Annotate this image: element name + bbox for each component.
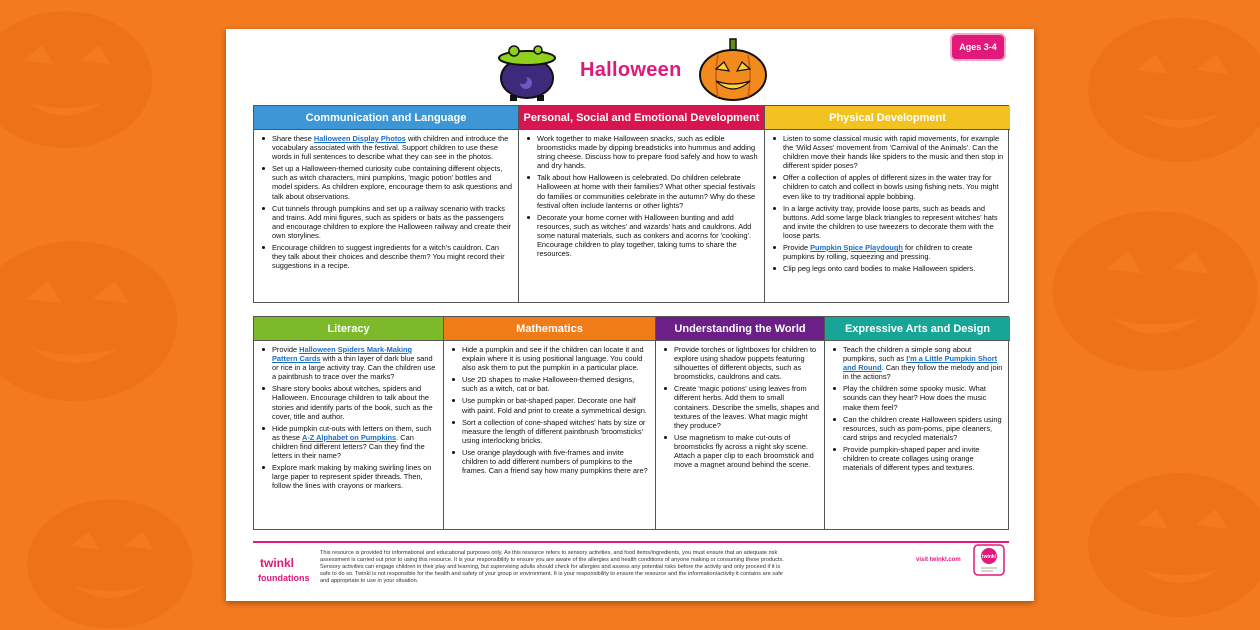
list-item: [524, 173, 759, 209]
section-heading: Personal, Social and Emotional Development: [519, 106, 764, 130]
list-item: [259, 243, 513, 270]
activity-list: [444, 341, 655, 480]
list-item: [830, 415, 1005, 442]
background-pumpkin-icon: [0, 210, 190, 410]
item-text: Encourage children to suggest ingredients for a witch's cauldron. Can they talk about their choices and describe them? You might record their suggestions in a recipe.: [272, 243, 505, 271]
item-text: Share these: [272, 134, 314, 143]
list-item: [661, 433, 819, 469]
item-text: Offer a collection of apples of different sizes in the water tray for children to catch and collect in bowls using fishing nets. You might even like to try traditional apple bobbing.: [783, 173, 999, 201]
background-pumpkin-icon: [1080, 440, 1260, 630]
item-text: with children and introduce the vocabulary associated with the festival. Support children to use these words in full sentences to describe what they can see in the photos.: [272, 134, 509, 162]
item-text: Set up a Halloween-themed curiosity cube containing different objects, such as witch characters, mini pumpkins, 'magic potion' bottles and model spiders. As children explore, encourage them to ask questions and talk about observations.: [272, 164, 512, 201]
list-item: [259, 384, 438, 420]
resource-link[interactable]: Halloween Display Photos: [313, 134, 406, 143]
list-item: [661, 384, 819, 429]
item-text: Provide pumpkin-shaped paper and invite children to create collages using orange materials of different types and textures.: [843, 444, 980, 473]
item-text: Provide: [783, 243, 811, 253]
item-text: Provide torches or lightboxes for children to explore using shadow puppets featuring silhouettes of different objects, such as broomsticks, cauldrons and cats.: [674, 345, 817, 382]
item-text: Talk about how Halloween is celebrated. Do children celebrate Halloween at home with their families? What other special festivals do families or communities celebrate in the autumn? Why do these festival often include lanterns or other lights?: [537, 173, 756, 210]
list-item: [259, 424, 438, 460]
section-communication-language: [254, 106, 519, 302]
list-item: [830, 445, 1005, 472]
activity-list: [519, 130, 764, 263]
planning-sheet: [226, 29, 1034, 601]
item-text: Listen to some classical music with rapid movements, for example the 'Wild Asses' movement from 'Carnival of the Animals'. Can the children move their hands like spiders to the music and then stop in different spider poses?: [783, 134, 1004, 171]
resource-link[interactable]: A-Z Alphabet on Pumpkins: [302, 432, 397, 442]
bottom-area-grid: [253, 316, 1009, 530]
item-text: Share story books about witches, spiders and Halloween. Encourage children to talk about the stories and identify parts of the book, such as the cover, title and author.: [272, 384, 433, 421]
list-item: [449, 396, 650, 414]
activity-list: [656, 341, 824, 474]
section-literacy: [254, 317, 444, 529]
item-text: . Can children find different letters? Can they find the letters in their name?: [272, 432, 425, 461]
section-heading: Expressive Arts and Design: [825, 317, 1010, 341]
section-physical-development: [765, 106, 1010, 302]
item-text: Hide a pumpkin and see if the children can locate it and explain where it is using positional language. You could also ask them to put the pumpkin in a particular place.: [462, 345, 644, 373]
disclaimer-text: This resource is provided for informational and educational purposes only. As this resource refers to sensory activities, and food items/ingredients, you must ensure that an adequate risk assessment is carried out prior to using this resource. It is your responsibility to ensure you are aware of the allergies and health conditions of anyone making or consuming these products. Sensory activities can engage children in their play and learning, but supervising adults should check for allergies and assess any potential risks before the activity and only proceed if it is safe to do so. Twinkl is not responsible for the health and safety of your group or environment. It is your responsibility to ensure the resource and the information/activity it contains are safe and appropriate to use in your situation.: [320, 550, 784, 584]
list-item: [770, 264, 1005, 273]
list-item: [449, 418, 650, 445]
top-area-grid: [253, 105, 1009, 303]
item-text: for children to create pumpkins by rolling, squeezing and pressing.: [783, 243, 973, 262]
section-heading: Physical Development: [765, 106, 1010, 130]
item-text: Use orange playdough with five-frames and invite children to add different numbers of pumpkins to the frames. Can a friend say how many pumpkins there are?: [462, 447, 648, 476]
age-tag: Ages 3-4: [950, 33, 1006, 61]
item-text: Cut tunnels through pumpkins and set up a railway scenario with tracks and trains. Add mini figures, such as spiders or bats as the passengers and encourage children to explore the Halloween railway and create their own storylines.: [272, 203, 512, 240]
list-item: [830, 384, 1005, 411]
item-text: Sort a collection of cone-shaped witches' hats by size or measure the length of different paintbrush 'broomsticks' using interlocking bricks.: [462, 417, 646, 445]
logo-text-bottom: foundations: [258, 573, 310, 583]
item-text: Clip peg legs onto card bodies to make Halloween spiders.: [783, 264, 976, 274]
section-heading: Literacy: [254, 317, 443, 341]
list-item: [830, 345, 1005, 381]
item-text: Use magnetism to make cut-outs of broomsticks fly across a night sky scene. Attach a paper clip to each broomstick and move a magnet around behind the scene.: [674, 432, 814, 470]
list-item: [449, 448, 650, 475]
activity-list: [254, 341, 443, 495]
item-text: Teach the children a simple song about pumpkins, such as: [843, 345, 972, 364]
list-item: [770, 134, 1005, 170]
background-pumpkin-icon: [1080, 0, 1260, 170]
activity-list: [254, 130, 518, 275]
background-pumpkin-icon: [20, 470, 200, 630]
resource-link[interactable]: Pumpkin Spice Playdough: [810, 243, 903, 253]
section-heading: Understanding the World: [656, 317, 824, 341]
resource-link[interactable]: I'm a Little Pumpkin Short and Round: [843, 354, 998, 373]
footer-divider: [253, 541, 1009, 543]
list-item: [449, 375, 650, 393]
list-item: [259, 204, 513, 240]
item-text: Hide pumpkin cut-outs with letters on them, such as these: [272, 423, 432, 442]
quality-badge: [973, 544, 1005, 576]
badge-text: twinkl: [981, 554, 997, 560]
list-item: [449, 345, 650, 372]
item-text: Use 2D shapes to make Halloween-themed designs, such as a witch, cat or bat.: [462, 375, 635, 394]
item-text: Use pumpkin or bat-shaped paper. Decorate one half with paint. Fold and print to create a symmetrical design.: [462, 396, 647, 415]
item-text: Play the children some spooky music. What sounds can they hear? How does the music make them feel?: [843, 384, 987, 412]
jack-o-lantern-icon: [696, 37, 770, 103]
background-pumpkin-icon: [1040, 180, 1260, 380]
item-text: Explore mark making by making swirling lines on large paper to represent spider threads. Then, follow the lines with crayons or markers.: [272, 463, 432, 491]
activity-list: [825, 341, 1010, 477]
item-text: Can the children create Halloween spiders using resources, such as pom-poms, pipe cleaners, card strips and recycled materials?: [843, 414, 1002, 442]
item-text: Work together to make Halloween snacks, such as edible broomsticks made by dipping breadsticks into hummus and adding string cheese. Discuss how to prepare food safely and how to wash and dry hands.: [537, 134, 758, 171]
activity-list: [765, 130, 1010, 278]
list-item: [770, 204, 1005, 240]
list-item: [524, 134, 759, 170]
list-item: [259, 134, 513, 161]
section-mathematics: [444, 317, 656, 529]
item-text: Create 'magic potions' using leaves from different herbs. Add them to small containers. Describe the smells, shapes and textures of the leaves. What magic might they produce?: [674, 384, 820, 430]
section-heading: Mathematics: [444, 317, 655, 341]
item-text: . Can they follow the melody and join in the actions?: [843, 363, 1003, 382]
list-item: [770, 173, 1005, 200]
logo-text-top: twinkl: [260, 556, 295, 570]
list-item: [259, 463, 438, 490]
page-title: Halloween: [580, 59, 682, 81]
list-item: [524, 213, 759, 258]
resource-link[interactable]: Halloween Spiders Mark-Making Pattern Cards: [272, 345, 413, 364]
list-item: [770, 243, 1005, 261]
item-text: Decorate your home corner with Halloween bunting and add resources, such as witches' and wizards' hats and cauldrons. Add some natural materials, such as conkers and acorns for 'cooking'. Encourage children to play together, taking turns to share the resources.: [537, 212, 752, 259]
section-personal-social-emotional: [519, 106, 765, 302]
item-text: Provide: [272, 345, 300, 354]
background-pumpkin-icon: [0, 0, 160, 160]
visit-link[interactable]: visit twinkl.com: [916, 557, 961, 563]
list-item: [259, 345, 438, 381]
twinkl-foundations-logo: [252, 547, 328, 591]
section-understanding-world: [656, 317, 825, 529]
item-text: with a thin layer of dark blue sand or rice in a large activity tray. Can the children use a paintbrush to trace over the marks?: [272, 354, 436, 382]
item-text: In a large activity tray, provide loose parts, such as beads and buttons. Add some large black triangles to represent witches' hats and invite the children to use tweezers to decorate them with the loose parts.: [783, 203, 998, 240]
section-expressive-arts: [825, 317, 1010, 529]
cauldron-icon: [492, 38, 562, 102]
section-heading: Communication and Language: [254, 106, 518, 130]
list-item: [661, 345, 819, 381]
list-item: [259, 164, 513, 200]
